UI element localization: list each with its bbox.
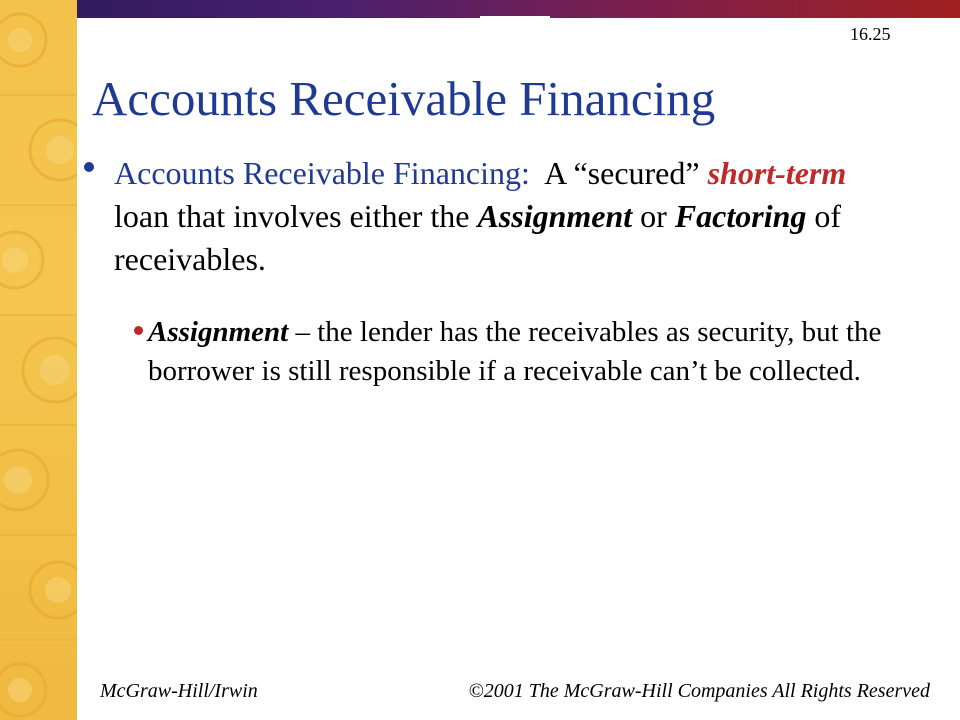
text-segment: loan that involves either the bbox=[114, 198, 470, 234]
sub-bullet-dot-icon bbox=[134, 326, 143, 335]
gear-pattern-icon bbox=[0, 0, 77, 720]
factoring-emphasis: Factoring bbox=[674, 198, 807, 234]
slide-title: Accounts Receivable Financing bbox=[92, 71, 716, 126]
bullet-dot-icon bbox=[84, 162, 94, 172]
term-label: Accounts Receivable Financing: bbox=[114, 155, 530, 191]
assignment-description: – the lender has the receivables as security, but the borrower is still responsible if a receivable can’t be collected. bbox=[148, 316, 882, 387]
bullet-paragraph-2 bbox=[148, 313, 928, 391]
bullet-paragraph-1 bbox=[114, 152, 904, 281]
footer-copyright: ©2001 The McGraw-Hill Companies All Rights Reserved bbox=[468, 680, 930, 702]
assignment-term: Assignment bbox=[148, 316, 289, 348]
assignment-emphasis: Assignment bbox=[477, 198, 633, 234]
decorative-side-strip bbox=[0, 0, 77, 720]
slide-number: 16.25 bbox=[850, 24, 891, 44]
short-term-emphasis: short-term bbox=[707, 155, 847, 191]
footer-publisher: McGraw-Hill/Irwin bbox=[100, 680, 258, 702]
text-segment: or bbox=[640, 198, 667, 234]
text-segment: A “secured” bbox=[544, 155, 700, 191]
text-segment: of receivables. bbox=[114, 198, 842, 277]
top-bar-gap bbox=[480, 16, 550, 20]
